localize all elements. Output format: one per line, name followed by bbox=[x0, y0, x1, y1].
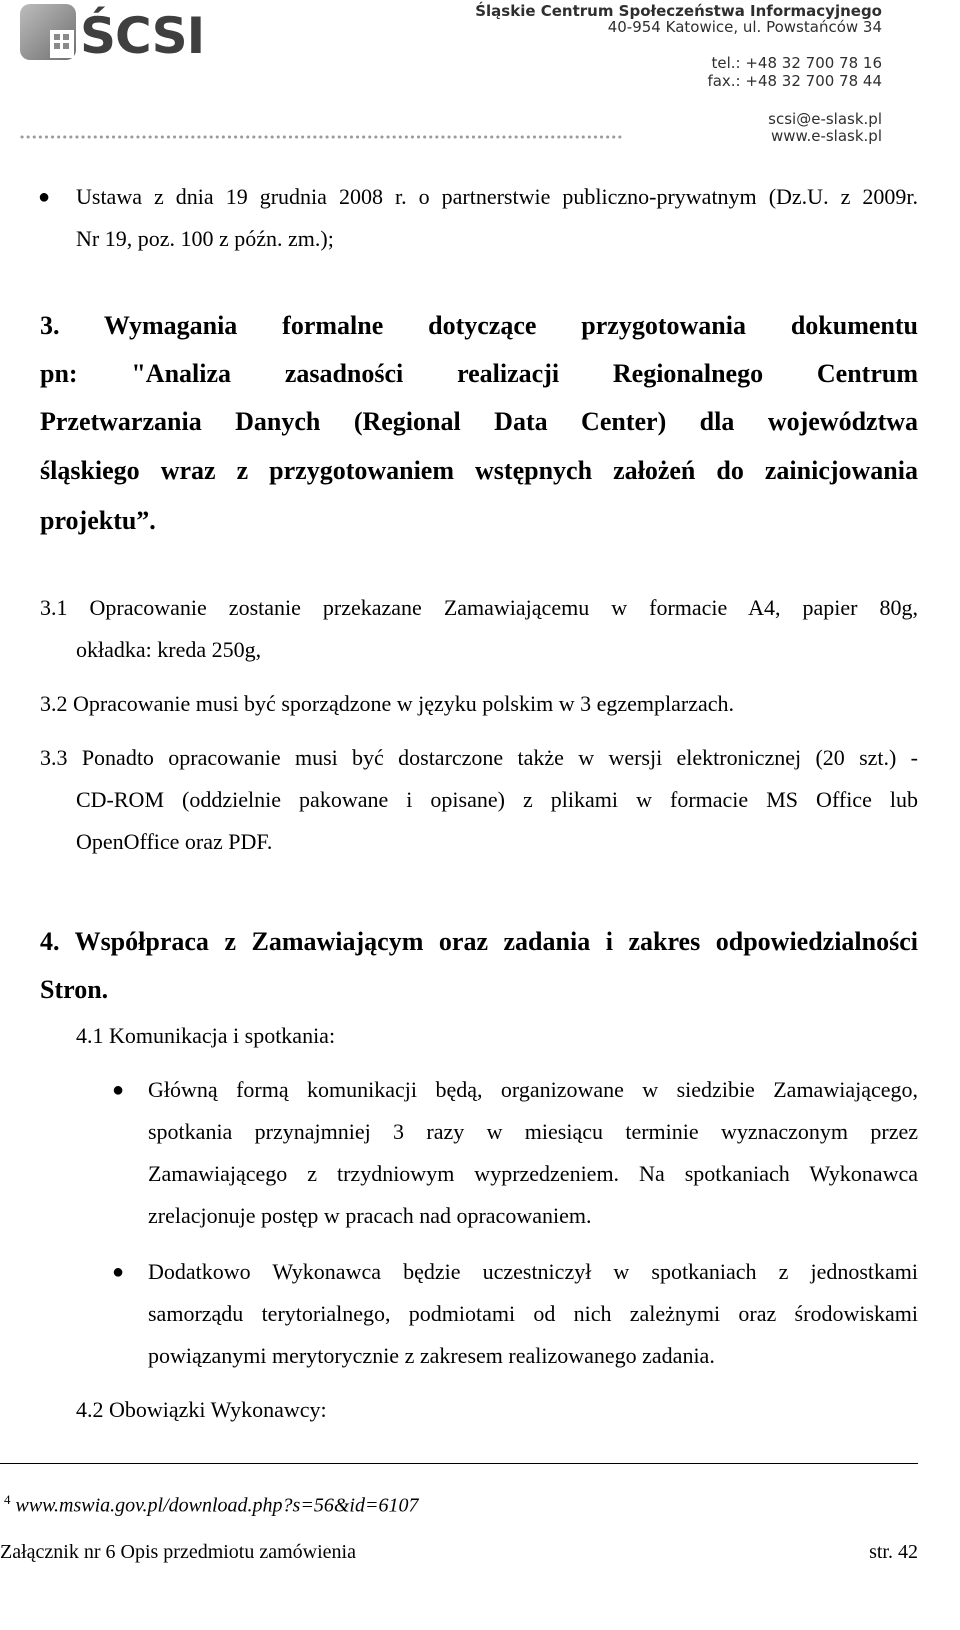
bullet-paragraph-line: zrelacjonuje postęp w pracach nad opracowaniem. bbox=[148, 1203, 592, 1228]
section-3-heading: 3. Wymagania formalne dotyczące przygotowania dokumentu bbox=[40, 311, 918, 340]
bullet-paragraph-line: powiązanymi merytorycznie z zakresem realizowanego zadania. bbox=[148, 1343, 715, 1368]
section-3-heading: Przetwarzania Danych (Regional Data Center) dla województwa bbox=[40, 407, 918, 436]
item-3-1: 3.1 Opracowanie zostanie przekazane Zamawiającemu w formacie A4, papier 80g, bbox=[40, 595, 918, 620]
section-4-heading: Stron. bbox=[40, 975, 109, 1004]
phone-number: tel.: +48 32 700 78 16 bbox=[711, 54, 882, 72]
item-3-3: 3.3 Ponadto opracowanie musi być dostarczone także w wersji elektronicznej (20 szt.) - bbox=[40, 745, 918, 770]
header-dotted-line bbox=[20, 135, 625, 139]
footnote-link[interactable]: www.mswia.gov.pl/download.php?s=56&id=6107 bbox=[15, 1494, 419, 1517]
page-footer bbox=[0, 1541, 918, 1564]
item-3-2: 3.2 Opracowanie musi być sporządzone w języku polskim w 3 egzemplarzach. bbox=[40, 691, 734, 716]
section-4-heading: 4. Współpraca z Zamawiającym oraz zadania i zakres odpowiedzialności bbox=[40, 927, 918, 956]
bullet-icon: ● bbox=[112, 1261, 125, 1283]
bullet-icon: ● bbox=[38, 186, 51, 208]
section-3-heading: śląskiego wraz z przygotowaniem wstępnych założeń do zainicjowania bbox=[40, 456, 918, 485]
item-3-1: okładka: kreda 250g, bbox=[76, 637, 262, 662]
bullet-icon: ● bbox=[112, 1079, 125, 1101]
logo-wordmark: ŚCSI bbox=[80, 7, 205, 65]
organization-address: 40-954 Katowice, ul. Powstańców 34 bbox=[607, 18, 882, 36]
bullet-paragraph-line: Główną formą komunikacji będą, organizowane w siedzibie Zamawiającego, bbox=[148, 1077, 918, 1102]
intro-bullet-line: Nr 19, poz. 100 z późn. zm.); bbox=[76, 226, 334, 251]
organization-name: Śląskie Centrum Społeczeństwa Informacyjnego bbox=[475, 2, 882, 20]
bullet-paragraph-line: spotkania przynajmniej 3 razy w miesiącu terminie wyznaczonym przez bbox=[148, 1119, 918, 1144]
item-3-3: OpenOffice oraz PDF. bbox=[76, 829, 273, 854]
bullet-paragraph-line: Dodatkowo Wykonawca będzie uczestniczył w spotkaniach z jednostkami bbox=[148, 1259, 918, 1284]
subsection-4-1-title: 4.1 Komunikacja i spotkania: bbox=[76, 1023, 336, 1048]
intro-bullet-line: Ustawa z dnia 19 grudnia 2008 r. o partnerstwie publiczno-prywatnym (Dz.U. z 2009r. bbox=[76, 184, 918, 209]
section-3-heading: projektu”. bbox=[40, 506, 156, 535]
item-3-3: CD-ROM (oddzielnie pakowane i opisane) z plikami w formacie MS Office lub bbox=[76, 787, 918, 812]
footnote bbox=[4, 1492, 418, 1518]
page-number: str. 42 bbox=[869, 1541, 918, 1563]
footnote-number: 4 bbox=[4, 1492, 11, 1507]
footnote-separator bbox=[0, 1463, 918, 1464]
footer-document-title: Załącznik nr 6 Opis przedmiotu zamówienia bbox=[0, 1541, 356, 1563]
bullet-paragraph-line: Zamawiającego z trzydniowym wyprzedzeniem. Na spotkaniach Wykonawca bbox=[148, 1161, 918, 1186]
email-address: scsi@e-slask.pl bbox=[768, 110, 882, 128]
subsection-4-2-title: 4.2 Obowiązki Wykonawcy: bbox=[76, 1397, 327, 1422]
bullet-paragraph-line: samorządu terytorialnego, podmiotami od nich zależnymi oraz środowiskami bbox=[148, 1301, 918, 1326]
website-address: www.e-slask.pl bbox=[771, 127, 882, 145]
fax-number: fax.: +48 32 700 78 44 bbox=[707, 72, 882, 90]
section-3-heading: pn: "Analiza zasadności realizacji Regionalnego Centrum bbox=[40, 359, 918, 388]
